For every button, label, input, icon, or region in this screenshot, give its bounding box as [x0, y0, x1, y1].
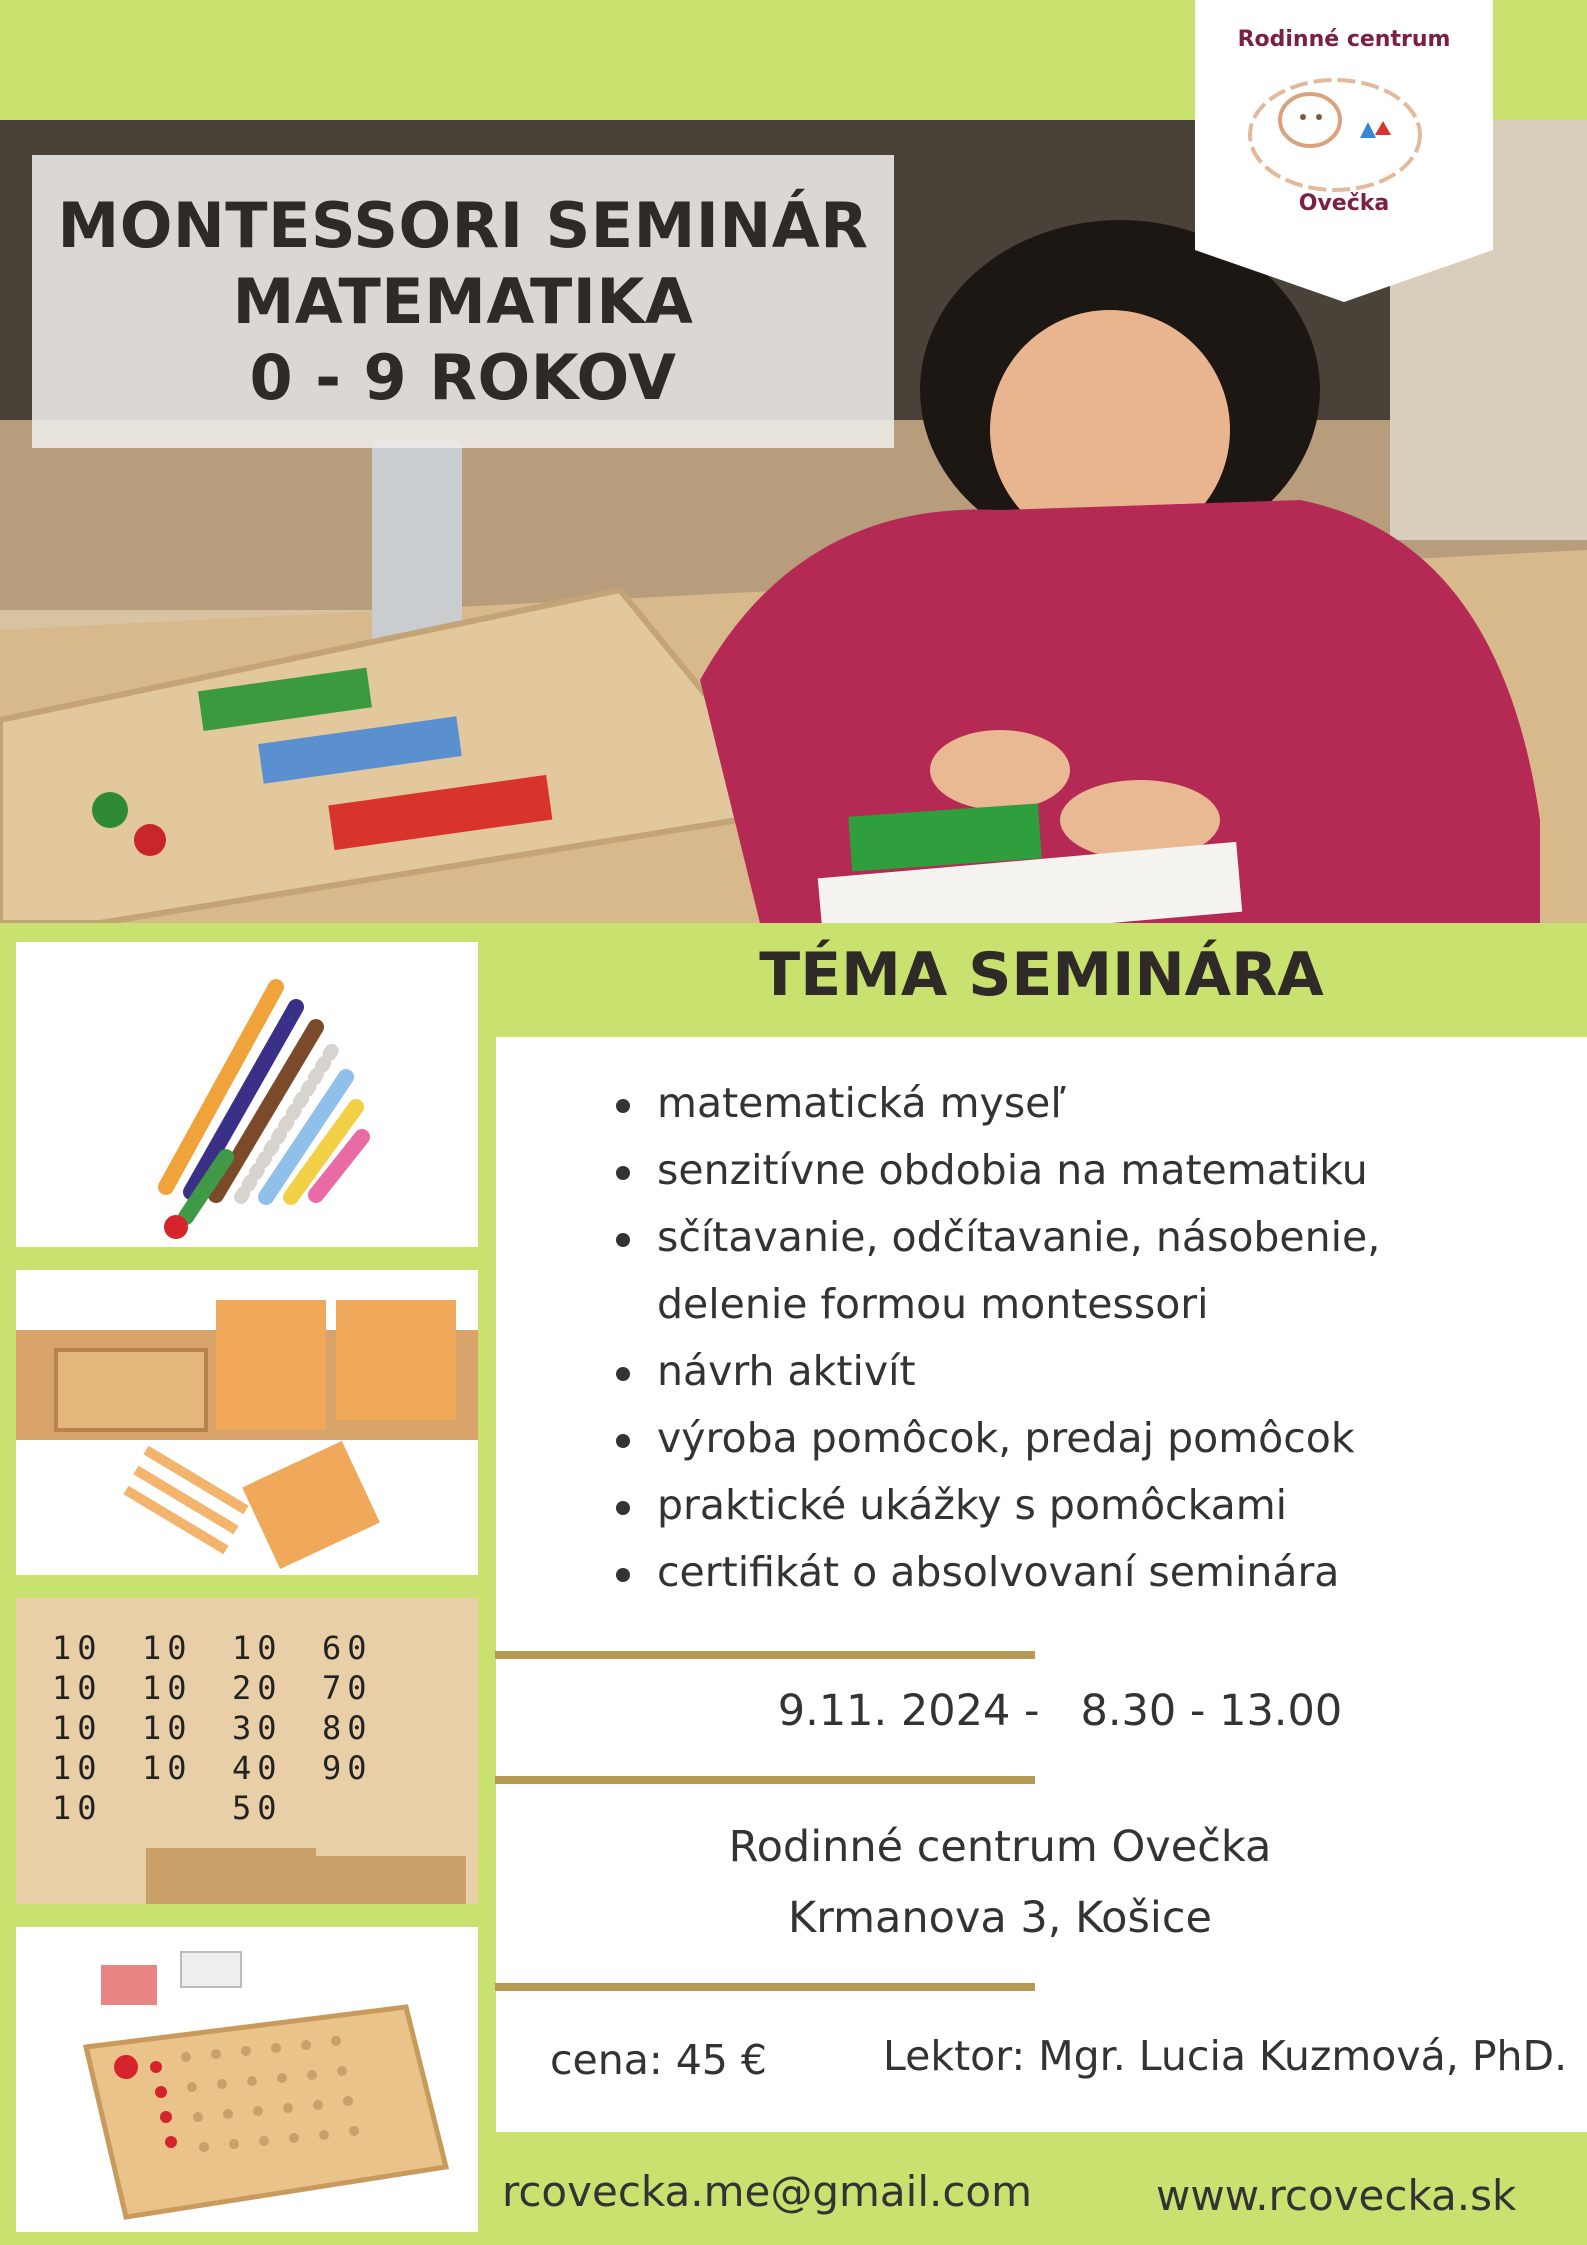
board-cell: 90	[322, 1749, 373, 1787]
board-cell: 80	[322, 1709, 373, 1747]
contact-email[interactable]: rcovecka.me@gmail.com	[502, 2167, 1033, 2216]
board-cell: 10	[52, 1749, 103, 1787]
logo	[1195, 0, 1493, 302]
board-cell: 50	[232, 1789, 283, 1827]
divider-line	[495, 1776, 1035, 1784]
board-cell: 10	[142, 1749, 193, 1787]
list-item: senzitívne obdobia na matematiku	[612, 1137, 1512, 1204]
title-box	[32, 155, 894, 448]
event-datetime: 9.11. 2024 - 8.30 - 13.00	[777, 1686, 1343, 1736]
logo-bottom-text: Ovečka	[1298, 191, 1390, 216]
topic-list	[612, 1070, 1512, 1606]
list-item: praktické ukážky s pomôckami	[612, 1472, 1512, 1539]
lecturer: Lektor: Mgr. Lucia Kuzmová, PhD.	[883, 2032, 1568, 2080]
divider-line	[495, 1651, 1035, 1659]
list-item: sčítavanie, odčítavanie, násobenie, delenie formou montessori	[612, 1204, 1512, 1338]
board-cell: 70	[322, 1669, 373, 1707]
divider-line	[495, 1983, 1035, 1991]
list-item: certifikát o absolvovaní seminára	[612, 1539, 1512, 1606]
venue-name: Rodinné centrum Ovečka	[728, 1822, 1272, 1872]
board-cell: 10	[142, 1629, 193, 1667]
board-cell: 10	[142, 1669, 193, 1707]
number-board-grid	[52, 1628, 412, 1828]
red-bead	[134, 824, 166, 856]
logo-top-text: Rodinné centrum	[1237, 27, 1451, 52]
contact-website[interactable]: www.rcovecka.sk	[1156, 2171, 1517, 2220]
bead-stair-image	[16, 942, 478, 1247]
golden-beads-image	[16, 1270, 478, 1575]
board-cell: 10	[142, 1709, 193, 1747]
title-line-2: MATEMATIKA	[232, 264, 694, 338]
board-cell: 20	[232, 1669, 283, 1707]
panel-golden-beads	[16, 1270, 478, 1575]
panel-bead-stair	[16, 942, 478, 1247]
girl-hand-left	[930, 730, 1070, 810]
board-cell: 60	[322, 1629, 373, 1667]
board-cell: 10	[52, 1629, 103, 1667]
multiplication-board-image	[16, 1927, 478, 2232]
list-item: matematická myseľ	[612, 1070, 1512, 1137]
list-item: návrh aktivít	[612, 1338, 1512, 1405]
title-line-3: 0 - 9 ROKOV	[249, 340, 677, 414]
logo-badge	[1195, 0, 1493, 302]
price: cena: 45 €	[550, 2036, 768, 2084]
green-bead	[92, 792, 128, 828]
title-line-1: MONTESSORI SEMINÁR	[57, 188, 869, 262]
theme-title: TÉMA SEMINÁRA	[759, 940, 1324, 1010]
board-cell: 40	[232, 1749, 283, 1787]
board-cell: 10	[232, 1629, 283, 1667]
board-cell: 30	[232, 1709, 283, 1747]
list-item: výroba pomôcok, predaj pomôcok	[612, 1405, 1512, 1472]
board-cell: 10	[52, 1669, 103, 1707]
board-cell: 10	[52, 1709, 103, 1747]
venue-address: Krmanova 3, Košice	[788, 1893, 1212, 1943]
panel-number-board	[16, 1598, 478, 1904]
board-cell: 10	[52, 1789, 103, 1827]
panel-multiplication-board	[16, 1927, 478, 2232]
